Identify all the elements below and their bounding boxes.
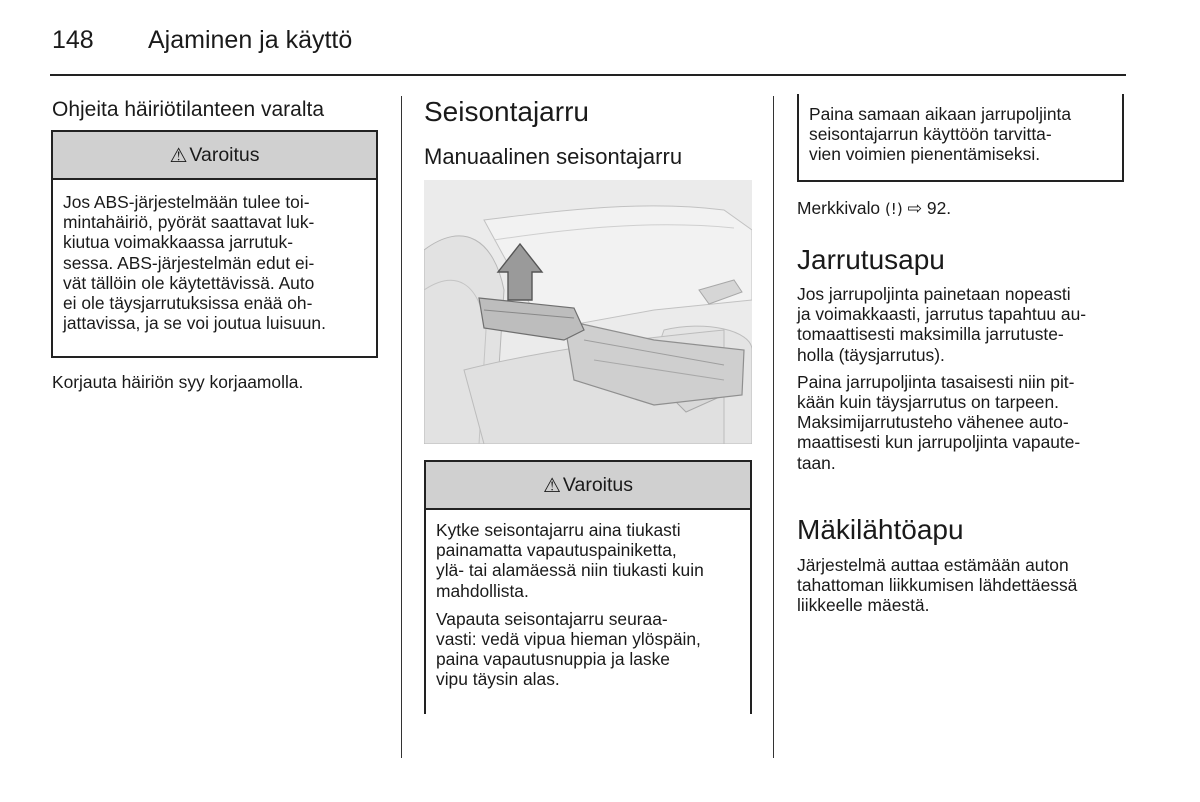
text-line: Jos jarrupoljinta painetaan nopeasti: [797, 284, 1071, 304]
subheading-manual-parking-brake: Manuaalinen seisontajarru: [424, 144, 683, 169]
warning-box-abs: [51, 130, 378, 358]
section-heading-hill-start-assist: Mäkilähtöapu: [797, 514, 964, 545]
warning-line: paina vapautusnuppia ja laske: [436, 649, 670, 670]
warning-triangle-icon: ⚠: [542, 474, 561, 497]
note-line: vien voimien pienentämiseksi.: [809, 144, 1041, 165]
header-rule: [50, 74, 1126, 76]
text-line: holla (täysjarrutus).: [797, 344, 945, 365]
warning-line: ylä- tai alamäessä niin tiukasti kuin: [436, 560, 704, 581]
text-line: taan.: [797, 452, 836, 473]
handbrake-lever-drawing: [424, 180, 752, 444]
note-line: seisontajarrun käyttöön tarvitta-: [809, 124, 1052, 145]
warning-line: Kytke seisontajarru aina tiukasti: [436, 520, 681, 540]
warning-line: vät tällöin ole käytettävissä. Auto: [63, 272, 315, 293]
section-heading-parking-brake: Seisontajarru: [424, 96, 589, 127]
warning-line: mintahäiriö, pyörät saattavat luk-: [63, 212, 315, 233]
warning-box-header: [426, 462, 750, 510]
warning-body: [53, 180, 376, 339]
repair-note: Korjauta häiriön syy korjaamolla.: [52, 372, 304, 392]
warning-title: Varoitus: [189, 143, 260, 166]
text-line: kään kuin täysjarrutus on tarpeen.: [797, 392, 1059, 413]
indicator-label: Merkkivalo: [797, 198, 881, 218]
text-line: Paina jarrupoljinta tasaisesti niin pit-: [797, 371, 1075, 392]
warning-line: Jos ABS-järjestelmään tulee toi-: [63, 192, 310, 212]
brake-warning-symbol-icon: (!): [884, 200, 903, 218]
page-reference-link[interactable]: ⇨ 92.: [907, 198, 952, 218]
warning-line: painamatta vapautuspainiketta,: [436, 540, 677, 561]
text-line: tomaattisesti maksimilla jarrutuste-: [797, 324, 1064, 345]
page-number: 148: [52, 26, 94, 54]
column-divider-left: [401, 96, 402, 758]
section-heading-troubleshooting: Ohjeita häiriötilanteen varalta: [52, 98, 324, 121]
warning-box-parking-brake: [424, 460, 752, 714]
warning-line: vipu täysin alas.: [436, 669, 560, 690]
warning-box-header: [53, 132, 376, 180]
text-line: maattisesti kun jarrupoljinta vapaute-: [797, 432, 1081, 453]
warning-line: sessa. ABS-järjestelmän edut ei-: [63, 252, 315, 273]
hill-start-text: [797, 555, 1127, 616]
warning-line: vasti: vedä vipua hieman ylöspäin,: [436, 629, 701, 650]
warning-line: mahdollista.: [436, 580, 529, 601]
warning-line: kiutua voimakkaassa jarrutuk-: [63, 232, 294, 253]
warning-title: Varoitus: [562, 473, 634, 496]
text-line: ja voimakkaasti, jarrutus tapahtuu au-: [797, 304, 1087, 325]
brake-assist-text: [797, 284, 1127, 473]
warning-line: Vapauta seisontajarru seuraa-: [436, 608, 668, 629]
warning-line: jattavissa, ja se voi joutua luisuun.: [63, 313, 326, 334]
text-line: Järjestelmä auttaa estämään auton: [797, 555, 1069, 575]
text-line: Maksimijarrutusteho vähenee auto-: [797, 412, 1069, 433]
warning-triangle-icon: ⚠: [169, 144, 188, 167]
warning-line: ei ole täysjarrutuksissa enää oh-: [63, 293, 313, 314]
indicator-reference: [797, 198, 951, 219]
chapter-title: Ajaminen ja käyttö: [148, 26, 353, 54]
brake-pedal-note: [797, 94, 1124, 182]
text-line: liikkeelle mäestä.: [797, 595, 930, 616]
warning-body: [426, 510, 750, 696]
parking-brake-illustration: [424, 180, 752, 444]
column-divider-right: [773, 96, 774, 758]
note-line: Paina samaan aikaan jarrupoljinta: [809, 104, 1071, 124]
text-line: tahattoman liikkumisen lähdettäessä: [797, 575, 1078, 596]
section-heading-brake-assist: Jarrutusapu: [797, 244, 945, 275]
